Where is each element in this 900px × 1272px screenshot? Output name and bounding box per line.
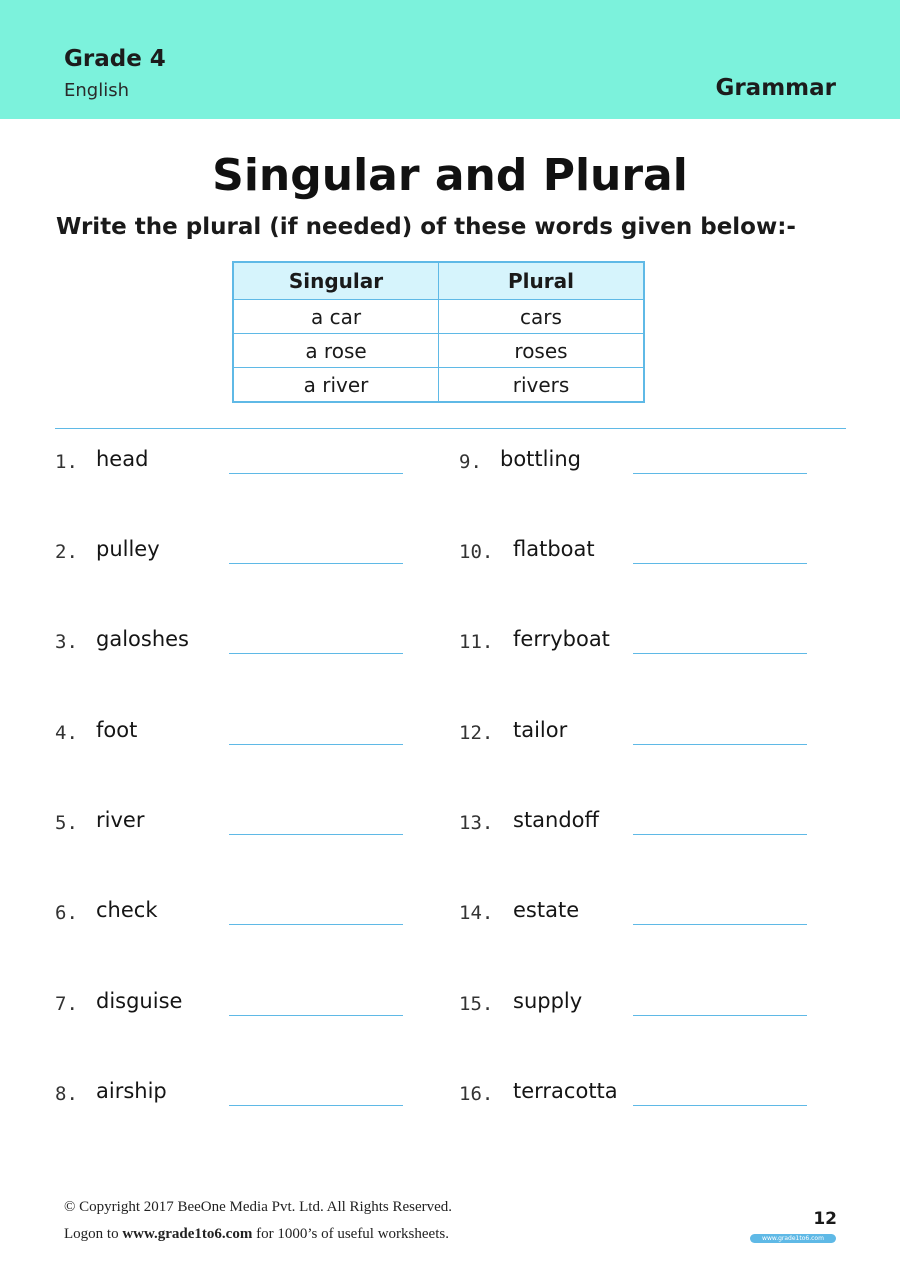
exercise-item bbox=[55, 989, 415, 1019]
answer-blank[interactable] bbox=[229, 1015, 403, 1016]
answer-blank[interactable] bbox=[633, 653, 807, 654]
plural-cell: rivers bbox=[439, 368, 645, 403]
exercise-item bbox=[55, 898, 415, 928]
exercise-word: estate bbox=[513, 898, 580, 922]
exercise-number: 7. bbox=[55, 993, 78, 1015]
exercise-item bbox=[55, 537, 415, 567]
exercise-item bbox=[55, 808, 415, 838]
column-header-singular: Singular bbox=[233, 262, 439, 300]
exercise-word: tailor bbox=[513, 718, 568, 742]
plural-cell: roses bbox=[439, 334, 645, 368]
exercise-item bbox=[459, 898, 819, 928]
exercise-item bbox=[55, 718, 415, 748]
page-number: 12 bbox=[813, 1209, 837, 1229]
exercise-item bbox=[459, 537, 819, 567]
answer-blank[interactable] bbox=[633, 924, 807, 925]
exercise-number: 3. bbox=[55, 631, 78, 653]
singular-cell: a rose bbox=[233, 334, 439, 368]
exercise-word: bottling bbox=[500, 447, 581, 471]
copyright-notice: © Copyright 2017 BeeOne Media Pvt. Ltd. All Rights Reserved. bbox=[64, 1199, 453, 1215]
table-row bbox=[233, 334, 644, 368]
site-badge[interactable]: www.grade1to6.com bbox=[750, 1234, 836, 1243]
exercise-number: 15. bbox=[459, 993, 494, 1015]
exercise-word: disguise bbox=[96, 989, 183, 1013]
exercise-number: 5. bbox=[55, 812, 78, 834]
example-table-header-row bbox=[233, 262, 644, 300]
subject-label: English bbox=[64, 80, 129, 101]
exercise-number: 12. bbox=[459, 722, 494, 744]
exercise-word: river bbox=[96, 808, 145, 832]
logon-line bbox=[64, 1226, 449, 1243]
exercise-number: 8. bbox=[55, 1083, 78, 1105]
answer-blank[interactable] bbox=[229, 834, 403, 835]
exercise-word: galoshes bbox=[96, 627, 189, 651]
section-divider bbox=[55, 428, 846, 429]
column-header-plural: Plural bbox=[439, 262, 645, 300]
exercise-item bbox=[459, 627, 819, 657]
answer-blank[interactable] bbox=[229, 744, 403, 745]
exercise-word: supply bbox=[513, 989, 583, 1013]
instruction-text: Write the plural (if needed) of these words given below:- bbox=[56, 214, 796, 240]
exercise-number: 16. bbox=[459, 1083, 494, 1105]
example-table bbox=[232, 261, 645, 403]
logon-suffix: for 1000’s of useful worksheets. bbox=[252, 1226, 449, 1242]
site-link[interactable]: www.grade1to6.com bbox=[122, 1226, 253, 1242]
exercise-number: 10. bbox=[459, 541, 494, 563]
singular-cell: a car bbox=[233, 300, 439, 334]
exercise-item bbox=[459, 989, 819, 1019]
exercise-number: 11. bbox=[459, 631, 494, 653]
answer-blank[interactable] bbox=[633, 1015, 807, 1016]
exercise-word: head bbox=[96, 447, 149, 471]
answer-blank[interactable] bbox=[229, 1105, 403, 1106]
exercise-item bbox=[55, 447, 415, 477]
exercise-item bbox=[55, 1079, 415, 1109]
answer-blank[interactable] bbox=[229, 563, 403, 564]
exercise-item bbox=[459, 447, 819, 477]
exercise-number: 4. bbox=[55, 722, 78, 744]
answer-blank[interactable] bbox=[633, 473, 807, 474]
grade-label: Grade 4 bbox=[64, 46, 166, 72]
exercise-number: 9. bbox=[459, 451, 482, 473]
exercise-number: 2. bbox=[55, 541, 78, 563]
exercise-number: 1. bbox=[55, 451, 78, 473]
plural-cell: cars bbox=[439, 300, 645, 334]
answer-blank[interactable] bbox=[633, 744, 807, 745]
exercise-number: 13. bbox=[459, 812, 494, 834]
page-title: Singular and Plural bbox=[212, 150, 688, 201]
table-row bbox=[233, 300, 644, 334]
answer-blank[interactable] bbox=[633, 1105, 807, 1106]
exercise-number: 14. bbox=[459, 902, 494, 924]
exercise-word: ferryboat bbox=[513, 627, 610, 651]
exercise-item bbox=[55, 627, 415, 657]
exercise-word: flatboat bbox=[513, 537, 595, 561]
topic-label: Grammar bbox=[715, 75, 836, 101]
answer-blank[interactable] bbox=[229, 473, 403, 474]
exercise-word: terracotta bbox=[513, 1079, 618, 1103]
exercise-item bbox=[459, 808, 819, 838]
exercise-number: 6. bbox=[55, 902, 78, 924]
answer-blank[interactable] bbox=[229, 653, 403, 654]
exercise-word: check bbox=[96, 898, 158, 922]
exercise-item bbox=[459, 1079, 819, 1109]
exercise-word: pulley bbox=[96, 537, 160, 561]
exercise-word: standoff bbox=[513, 808, 599, 832]
exercise-word: foot bbox=[96, 718, 138, 742]
exercise-item bbox=[459, 718, 819, 748]
header-band bbox=[0, 0, 900, 119]
exercise-word: airship bbox=[96, 1079, 167, 1103]
logon-prefix: Logon to bbox=[64, 1226, 123, 1242]
answer-blank[interactable] bbox=[229, 924, 403, 925]
table-row bbox=[233, 368, 644, 403]
answer-blank[interactable] bbox=[633, 563, 807, 564]
singular-cell: a river bbox=[233, 368, 439, 403]
answer-blank[interactable] bbox=[633, 834, 807, 835]
